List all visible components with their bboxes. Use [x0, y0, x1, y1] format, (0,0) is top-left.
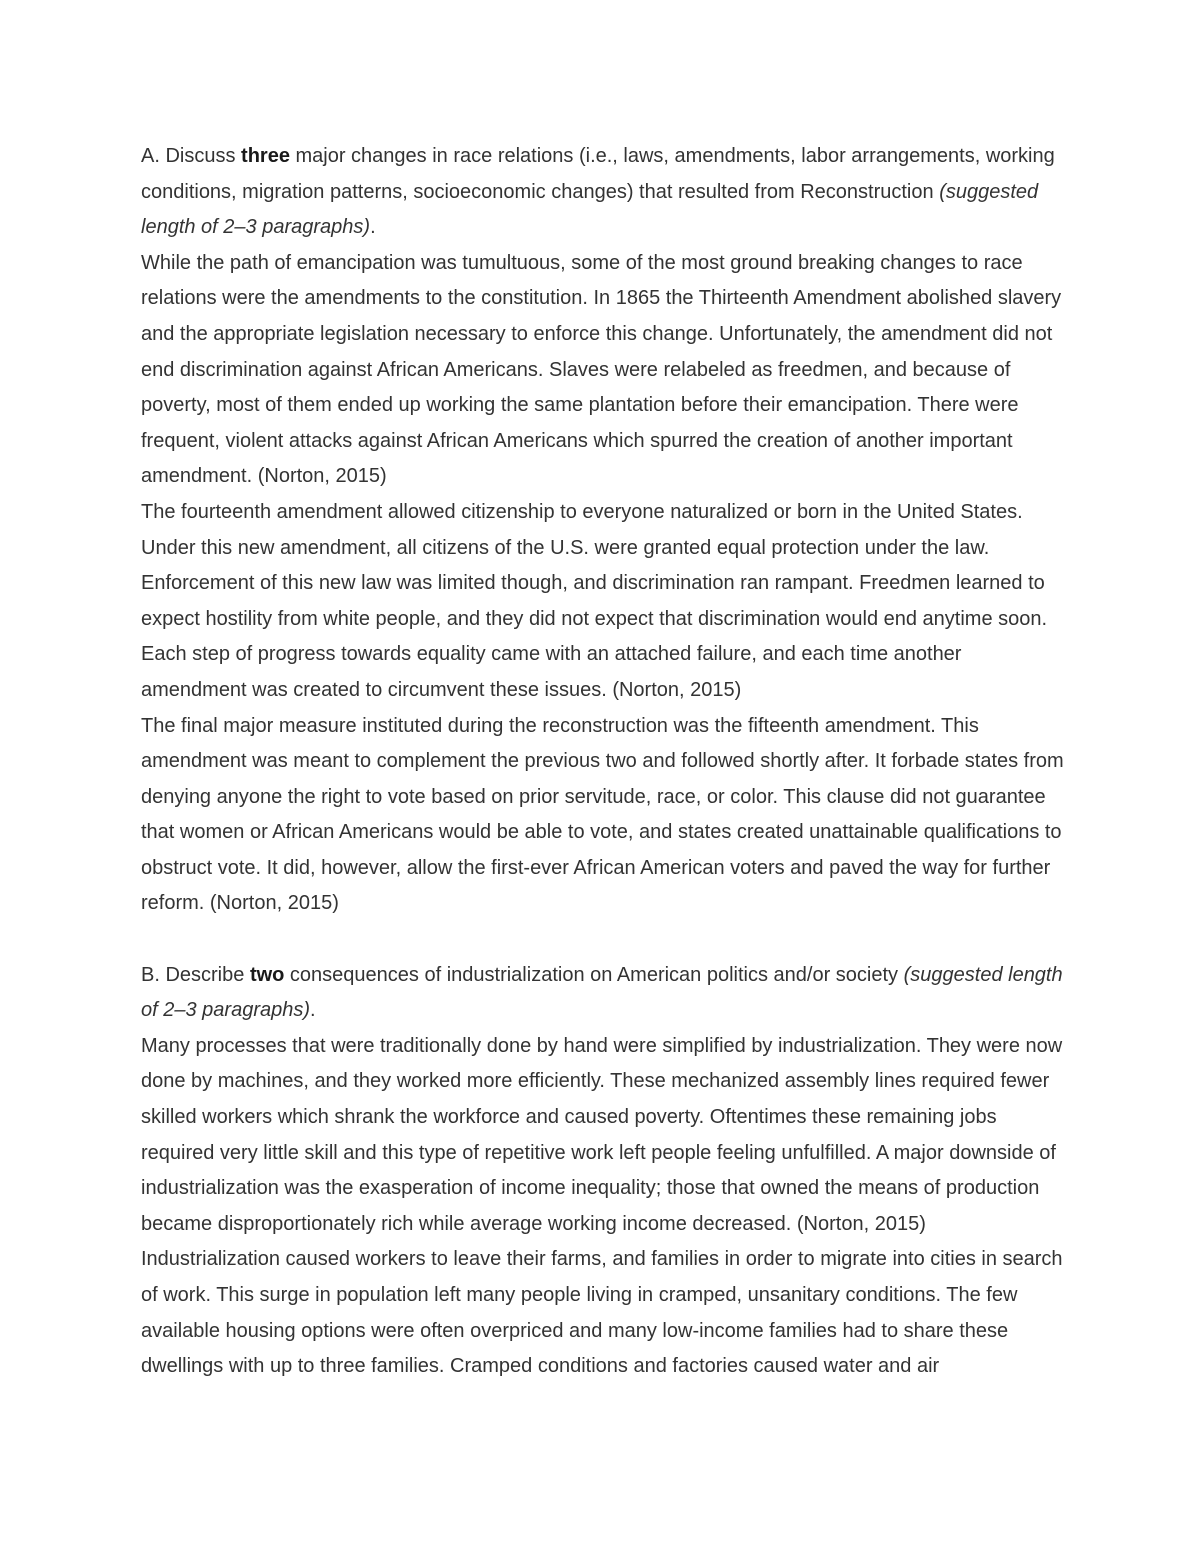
section-a-length-note: (suggested length of 2–3 paragraphs)	[141, 180, 1039, 239]
section-b-prompt-text: consequences of industrialization on American politics and/or society	[284, 963, 904, 986]
section-b-length-note: (suggested length of 2–3 paragraphs)	[141, 963, 1063, 1022]
section-a-prompt-end: .	[370, 216, 376, 239]
section-a-prompt-text: major changes in race relations (i.e., laws, amendments, labor arrangements, working conditions, migration patterns, socioeconomic changes) that resulted from Reconstruction	[141, 145, 1055, 203]
section-a-label: A. Discuss	[141, 145, 242, 167]
section-a-paragraph-3: The final major measure instituted during the reconstruction was the fifteenth amendment. This amendment was meant to complement the previous two and followed shortly after. It forbade states from denying anyone the right to vote based on prior servitude, race, or color. This clause did not guarantee that women or African Americans would be able to vote, and states created unattainable qualifications to obstruct vote. It did, however, allow the first-ever African American voters and paved the way for further reform. (Norton, 2015)	[141, 714, 1064, 915]
section-a-paragraph-2: The fourteenth amendment allowed citizenship to everyone naturalized or born in the United States. Under this new amendment, all citizens of the U.S. were granted equal protection under the law. Enforcement of this new law was limited though, and discrimination ran rampant. Freedmen learned to expect hostility from white people, and they did not expect that discrimination would end anytime soon. Each step of progress towards equality came with an attached failure, and each time another amendment was created to circumvent these issues. (Norton, 2015)	[141, 500, 1048, 701]
section-a-paragraph-1: While the path of emancipation was tumultuous, some of the most ground breaking changes to race relations were the amendments to the constitution. In 1865 the Thirteenth Amendment abolished slavery and the appropriate legislation necessary to enforce this change. Unfortunately, the amendment did not end discrimination against African Americans. Slaves were relabeled as freedmen, and because of poverty, most of them ended up working the same plantation before their emancipation. There were frequent, violent attacks against African Americans which spurred the creation of another important amendment. (Norton, 2015)	[141, 251, 1062, 488]
section-b-label: B. Describe	[141, 963, 250, 986]
section-a-emphasis: three	[241, 145, 290, 167]
section-a-prompt	[141, 139, 1066, 246]
section-b-emphasis: two	[249, 963, 285, 986]
section-spacer	[141, 922, 1066, 958]
section-b-prompt-end: .	[310, 999, 316, 1022]
document-page	[141, 139, 1066, 1385]
section-b-paragraph-2: Industrialization caused workers to leave their farms, and families in order to migrate into cities in search of work. This surge in population left many people living in cramped, unsanitary conditions. The few available housing options were often overpriced and many low-income families had to share these dwellings with up to three families. Cramped conditions and factories caused water and air	[141, 1248, 1063, 1378]
section-b-prompt	[141, 958, 1066, 1029]
section-b-paragraph-1: Many processes that were traditionally done by hand were simplified by industrialization. They were now done by machines, and they worked more efficiently. These mechanized assembly lines required fewer skilled workers which shrank the workforce and caused poverty. Oftentimes these remaining jobs required very little skill and this type of repetitive work left people feeling unfulfilled. A major downside of industrialization was the exasperation of income inequality; those that owned the means of production became disproportionately rich while average working income decreased. (Norton, 2015)	[141, 1034, 1063, 1235]
